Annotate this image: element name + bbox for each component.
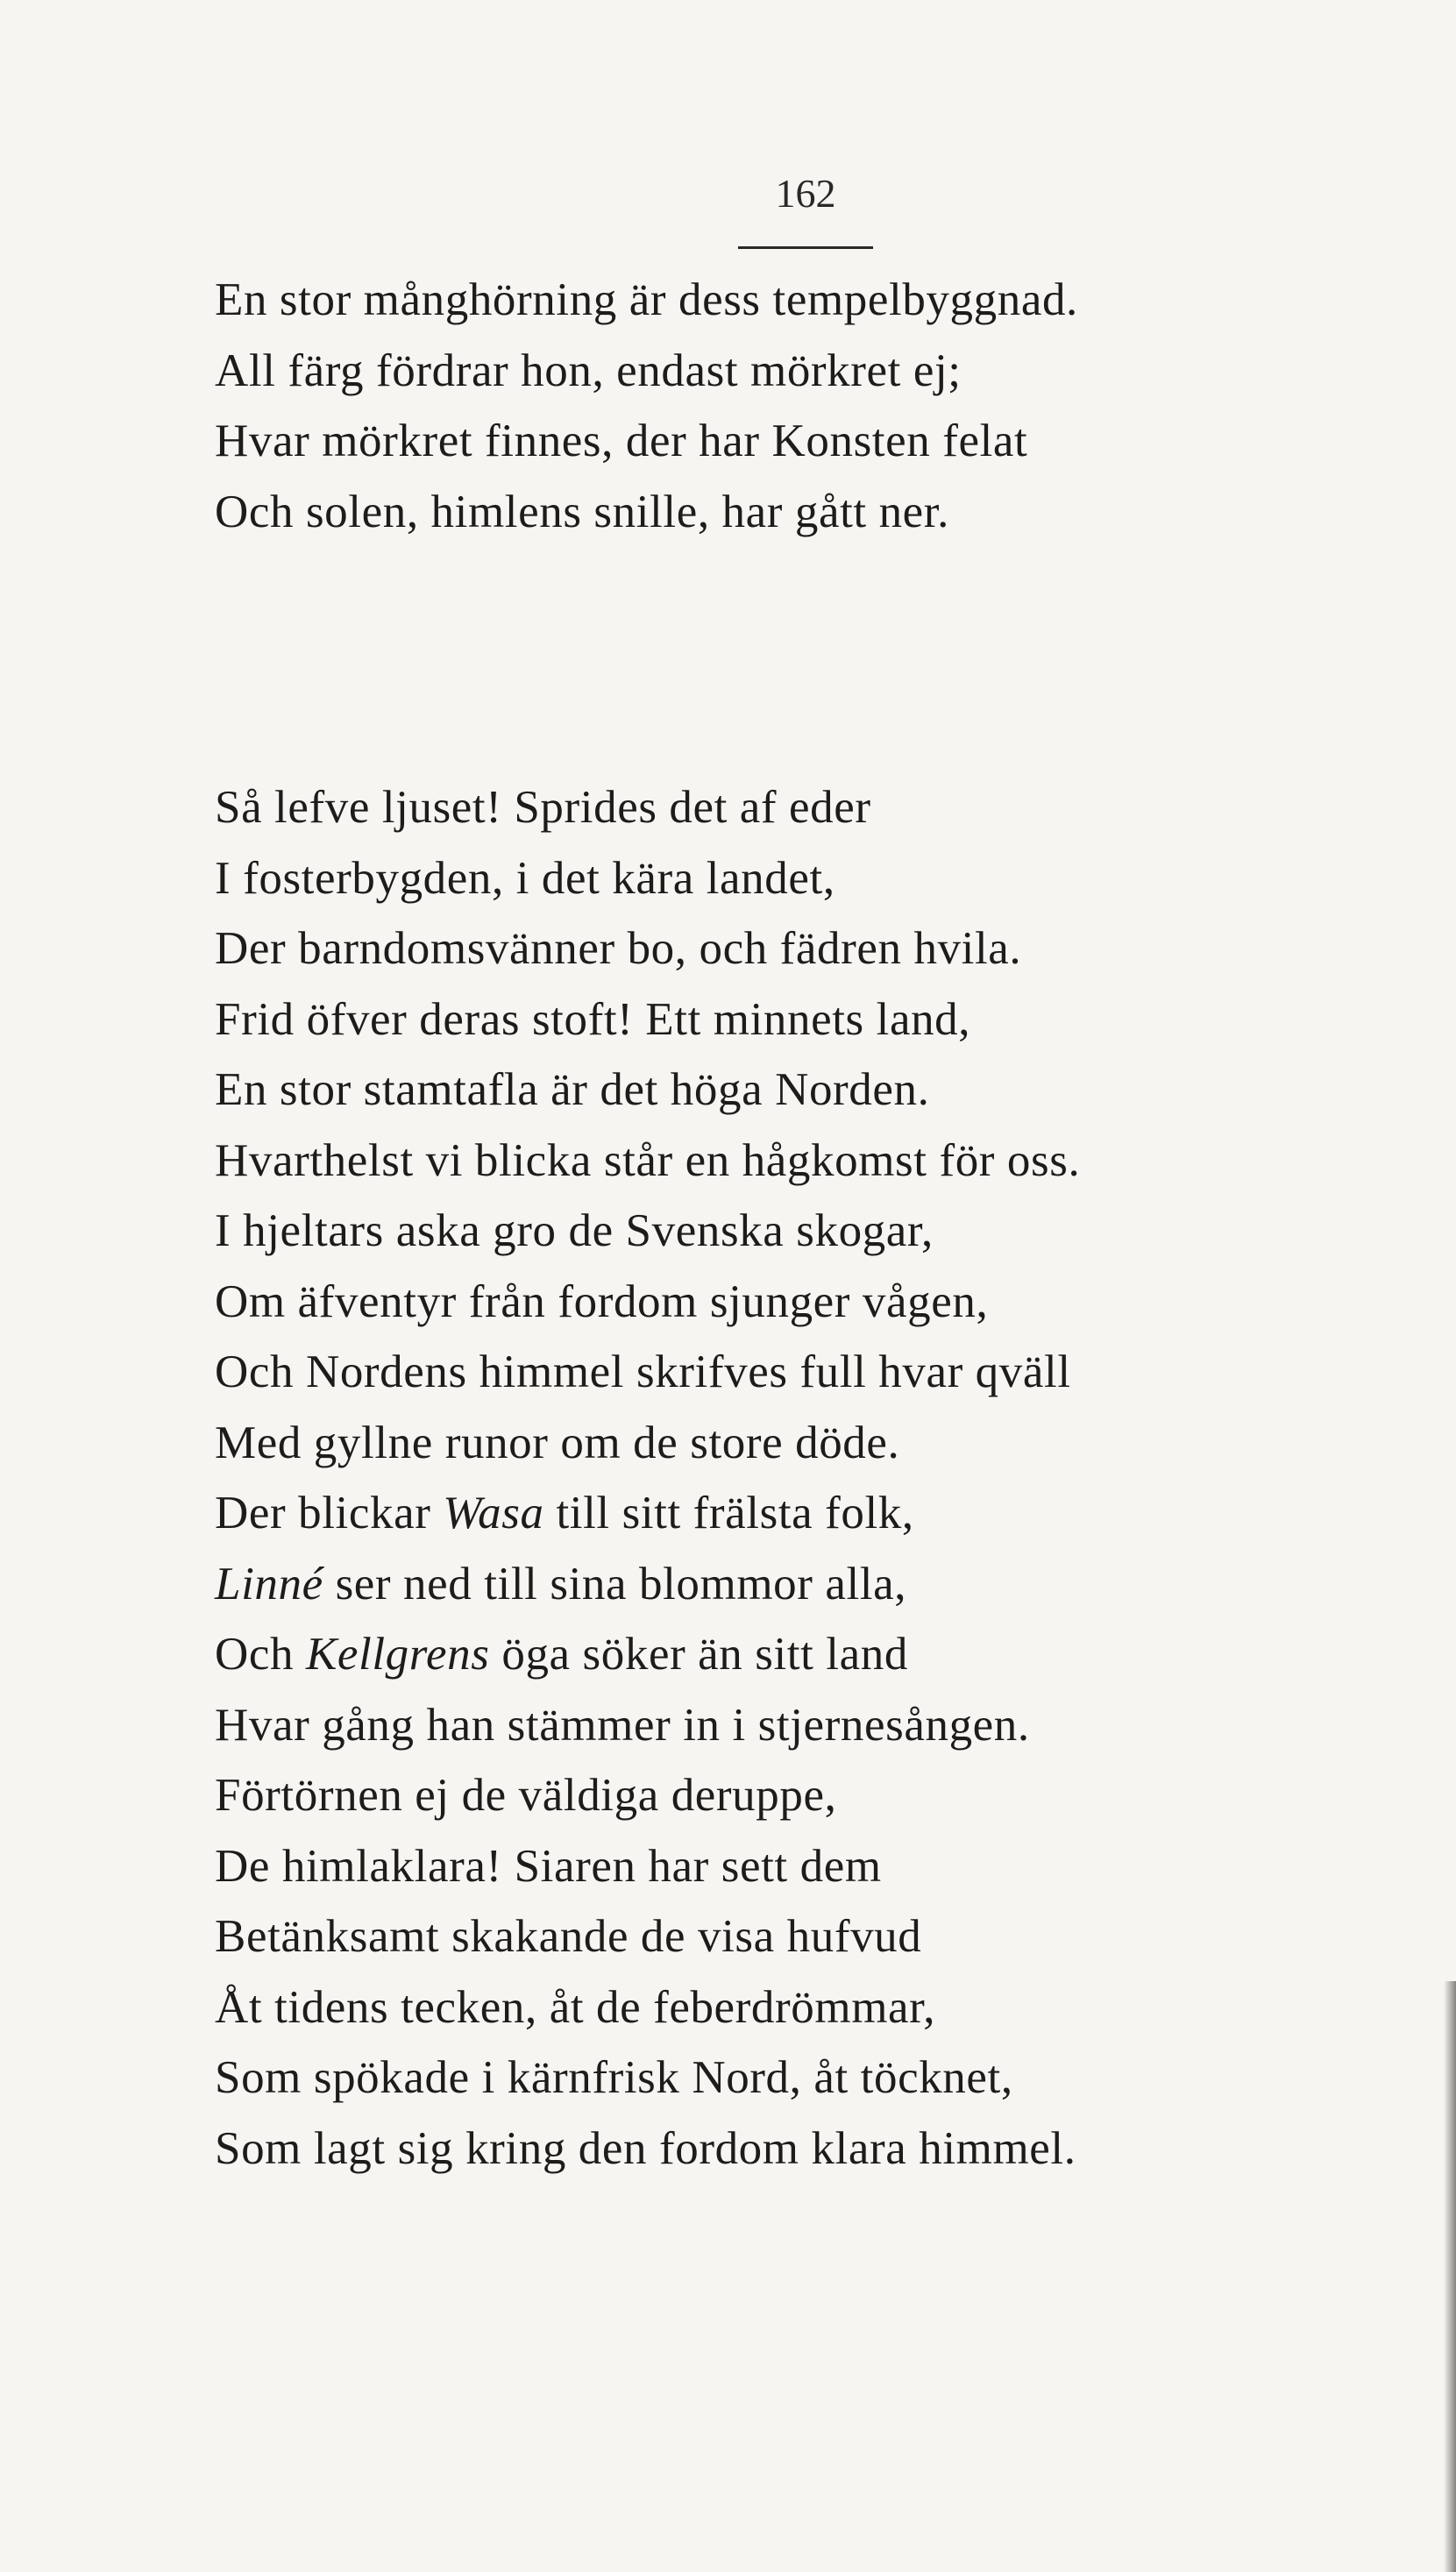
verse-line: Åt tidens tecken, åt de feberdrömmar, xyxy=(215,1981,936,2033)
italic-name-linne: Linné xyxy=(215,1558,323,1609)
verse-line: I hjeltars aska gro de Svenska skogar, xyxy=(215,1205,934,1256)
verse-line: Hvarthelst vi blicka står en hågkomst för oss. xyxy=(215,1134,1081,1186)
verse-line: Och solen, himlens snille, har gått ner. xyxy=(215,486,949,537)
verse-line: Frid öfver deras stoft! Ett minnets land, xyxy=(215,993,971,1045)
verse-line: Förtörnen ej de väldiga deruppe, xyxy=(215,1770,837,1821)
page-number: 162 xyxy=(775,171,836,216)
verse-line-kellgren xyxy=(215,1619,1080,1690)
italic-name-kellgren: Kellgrens xyxy=(305,1629,490,1680)
stanza-2 xyxy=(215,772,1080,2184)
verse-text: Der blickar xyxy=(215,1488,444,1538)
verse-line: Som lagt sig kring den fordom klara himmel. xyxy=(215,2122,1076,2174)
verse-line: Hvar mörkret finnes, der har Konsten felat xyxy=(215,416,1028,466)
verse-line: Der barndomsvänner bo, och fädren hvila. xyxy=(215,923,1022,974)
verse-line: Så lefve ljuset! Sprides det af eder xyxy=(215,782,871,833)
verse-text: till sitt frälsta folk, xyxy=(543,1488,914,1538)
page-number-rule xyxy=(738,246,873,249)
verse-text: öga söker än sitt land xyxy=(489,1629,908,1680)
verse-line-wasa xyxy=(215,1478,1080,1549)
verse-line: All färg fördrar hon, endast mörkret ej; xyxy=(215,345,962,396)
verse-line: Och Nordens himmel skrifves full hvar qväll xyxy=(215,1346,1071,1397)
verse-line: De himlaklara! Siaren har sett dem xyxy=(215,1840,882,1892)
verse-line: En stor månghörning är dess tempelbyggnad. xyxy=(215,274,1078,325)
verse-line: Om äfventyr från fordom sjunger vågen, xyxy=(215,1275,989,1327)
verse-line-linne xyxy=(215,1549,1080,1620)
verse-line: Med gyllne runor om de store döde. xyxy=(215,1417,900,1468)
verse-line: Som spökade i kärnfrisk Nord, åt töcknet, xyxy=(215,2052,1013,2103)
stanza-1 xyxy=(215,265,1078,547)
verse-text: Och xyxy=(215,1629,306,1680)
verse-line: Hvar gång han stämmer in i stjernesången. xyxy=(215,1699,1030,1751)
verse-line: Betänksamt skakande de visa hufvud xyxy=(215,1911,922,1962)
verse-line: I fosterbygden, i det kära landet, xyxy=(215,852,835,904)
page-edge-shadow xyxy=(1444,1981,1456,2572)
italic-name-wasa: Wasa xyxy=(443,1488,544,1538)
verse-text: ser ned till sina blommor alla, xyxy=(323,1558,907,1609)
verse-line: En stor stamtafla är det höga Norden. xyxy=(215,1064,930,1115)
